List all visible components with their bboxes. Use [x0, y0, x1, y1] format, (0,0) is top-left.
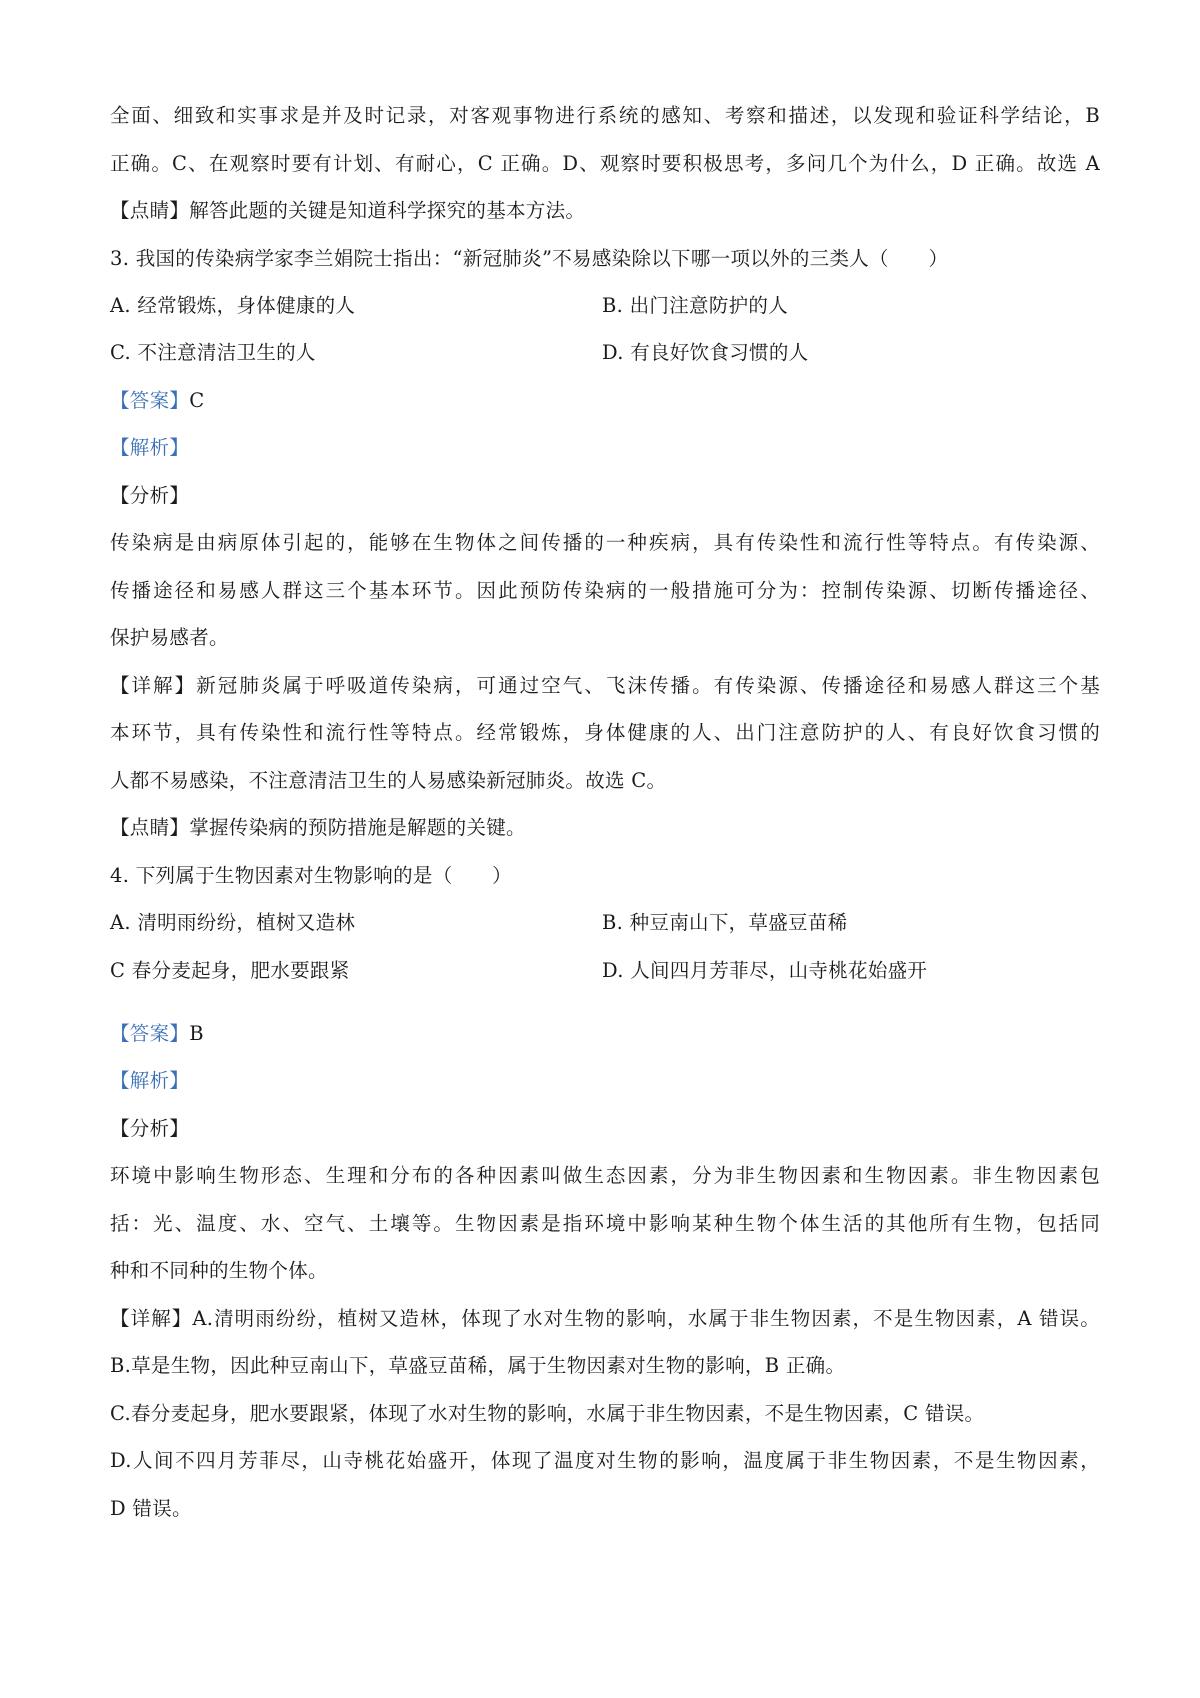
q3-xiangjie-line-1: 【详解】新冠肺炎属于呼吸道传染病，可通过空气、飞沫传播。有传染源、传播途径和易感人群这三个基 — [110, 674, 1100, 697]
q4-fenxi-line-3: 种和不同种的生物个体。 — [110, 1259, 328, 1282]
q3-fenxi-line-1: 传染病是由病原体引起的，能够在生物体之间传播的一种疾病，具有传染性和流行性等特点。有传染源、 — [110, 531, 1100, 554]
q4-xiangjie-line-4: D.人间不四月芳菲尽，山寺桃花始盛开，体现了温度对生物的影响，温度属于非生物因素，不是生物因素， — [110, 1449, 1100, 1472]
q3-xiangjie-line-2: 本环节，具有传染性和流行性等特点。经常锻炼，身体健康的人、出门注意防护的人、有良好饮食习惯的 — [110, 721, 1100, 744]
q3-xiangjie-line-3: 人都不易感染，不注意清洁卫生的人易感染新冠肺炎。故选 C。 — [110, 769, 667, 792]
q4-answer-value: B — [189, 1022, 204, 1045]
q2-dianjing: 【点睛】解答此题的关键是知道科学探究的基本方法。 — [110, 199, 586, 222]
q4-xiangjie-line-5: D 错误。 — [110, 1497, 192, 1520]
q3-option-c: C. 不注意清洁卫生的人 — [110, 341, 316, 364]
q3-dianjing: 【点睛】掌握传染病的预防措施是解题的关键。 — [110, 816, 526, 839]
q3-stem: 3. 我国的传染病学家李兰娟院士指出：“新冠肺炎”不易感染除以下哪一项以外的三类人（ ） — [110, 247, 949, 270]
q4-stem: 4. 下列属于生物因素对生物影响的是（ ） — [110, 864, 512, 887]
q3-jiexi-label: 【解析】 — [110, 436, 190, 459]
q4-answer — [110, 1024, 1100, 1044]
q4-jiexi-label: 【解析】 — [110, 1069, 190, 1092]
q2-explanation-line-1: 全面、细致和实事求是并及时记录，对客观事物进行系统的感知、考察和描述，以发现和验证科学结论，B — [110, 104, 1100, 127]
q3-option-b: B. 出门注意防护的人 — [602, 294, 789, 317]
q4-answer-label: 【答案】 — [110, 1022, 190, 1045]
q4-option-c: C 春分麦起身，肥水要跟紧 — [110, 959, 350, 982]
q3-fenxi-label: 【分析】 — [110, 484, 190, 507]
q3-answer-label: 【答案】 — [110, 389, 190, 412]
q4-option-b: B. 种豆南山下，草盛豆苗稀 — [602, 911, 848, 934]
q4-option-a: A. 清明雨纷纷，植树又造林 — [110, 911, 356, 934]
q4-fenxi-line-1: 环境中影响生物形态、生理和分布的各种因素叫做生态因素，分为非生物因素和生物因素。非生物因素包 — [110, 1164, 1100, 1187]
q3-fenxi-line-2: 传播途径和易感人群这三个基本环节。因此预防传染病的一般措施可分为：控制传染源、切断传播途径、 — [110, 579, 1100, 602]
q4-fenxi-line-2: 括：光、温度、水、空气、土壤等。生物因素是指环境中影响某种生物个体生活的其他所有生物，包括同 — [110, 1212, 1100, 1235]
q2-explanation-line-2: 正确。C、在观察时要有计划、有耐心，C 正确。D、观察时要积极思考，多问几个为什么，D 正确。故选 A — [110, 152, 1100, 175]
q3-answer — [110, 391, 1100, 411]
q3-option-a: A. 经常锻炼，身体健康的人 — [110, 294, 356, 317]
q3-answer-value: C — [189, 389, 205, 412]
q4-xiangjie-line-1: 【详解】A.清明雨纷纷，植树又造林，体现了水对生物的影响，水属于非生物因素，不是生物因素，A 错误。 — [110, 1307, 1100, 1330]
q4-fenxi-label: 【分析】 — [110, 1117, 190, 1140]
q4-xiangjie-line-3: C.春分麦起身，肥水要跟紧，体现了水对生物的影响，水属于非生物因素，不是生物因素，C 错误。 — [110, 1402, 985, 1425]
q3-option-d: D. 有良好饮食习惯的人 — [602, 341, 809, 364]
q3-fenxi-line-3: 保护易感者。 — [110, 626, 229, 649]
q4-xiangjie-line-2: B.草是生物，因此种豆南山下，草盛豆苗稀，属于生物因素对生物的影响，B 正确。 — [110, 1354, 846, 1377]
q4-option-d: D. 人间四月芳菲尽，山寺桃花始盛开 — [602, 959, 928, 982]
